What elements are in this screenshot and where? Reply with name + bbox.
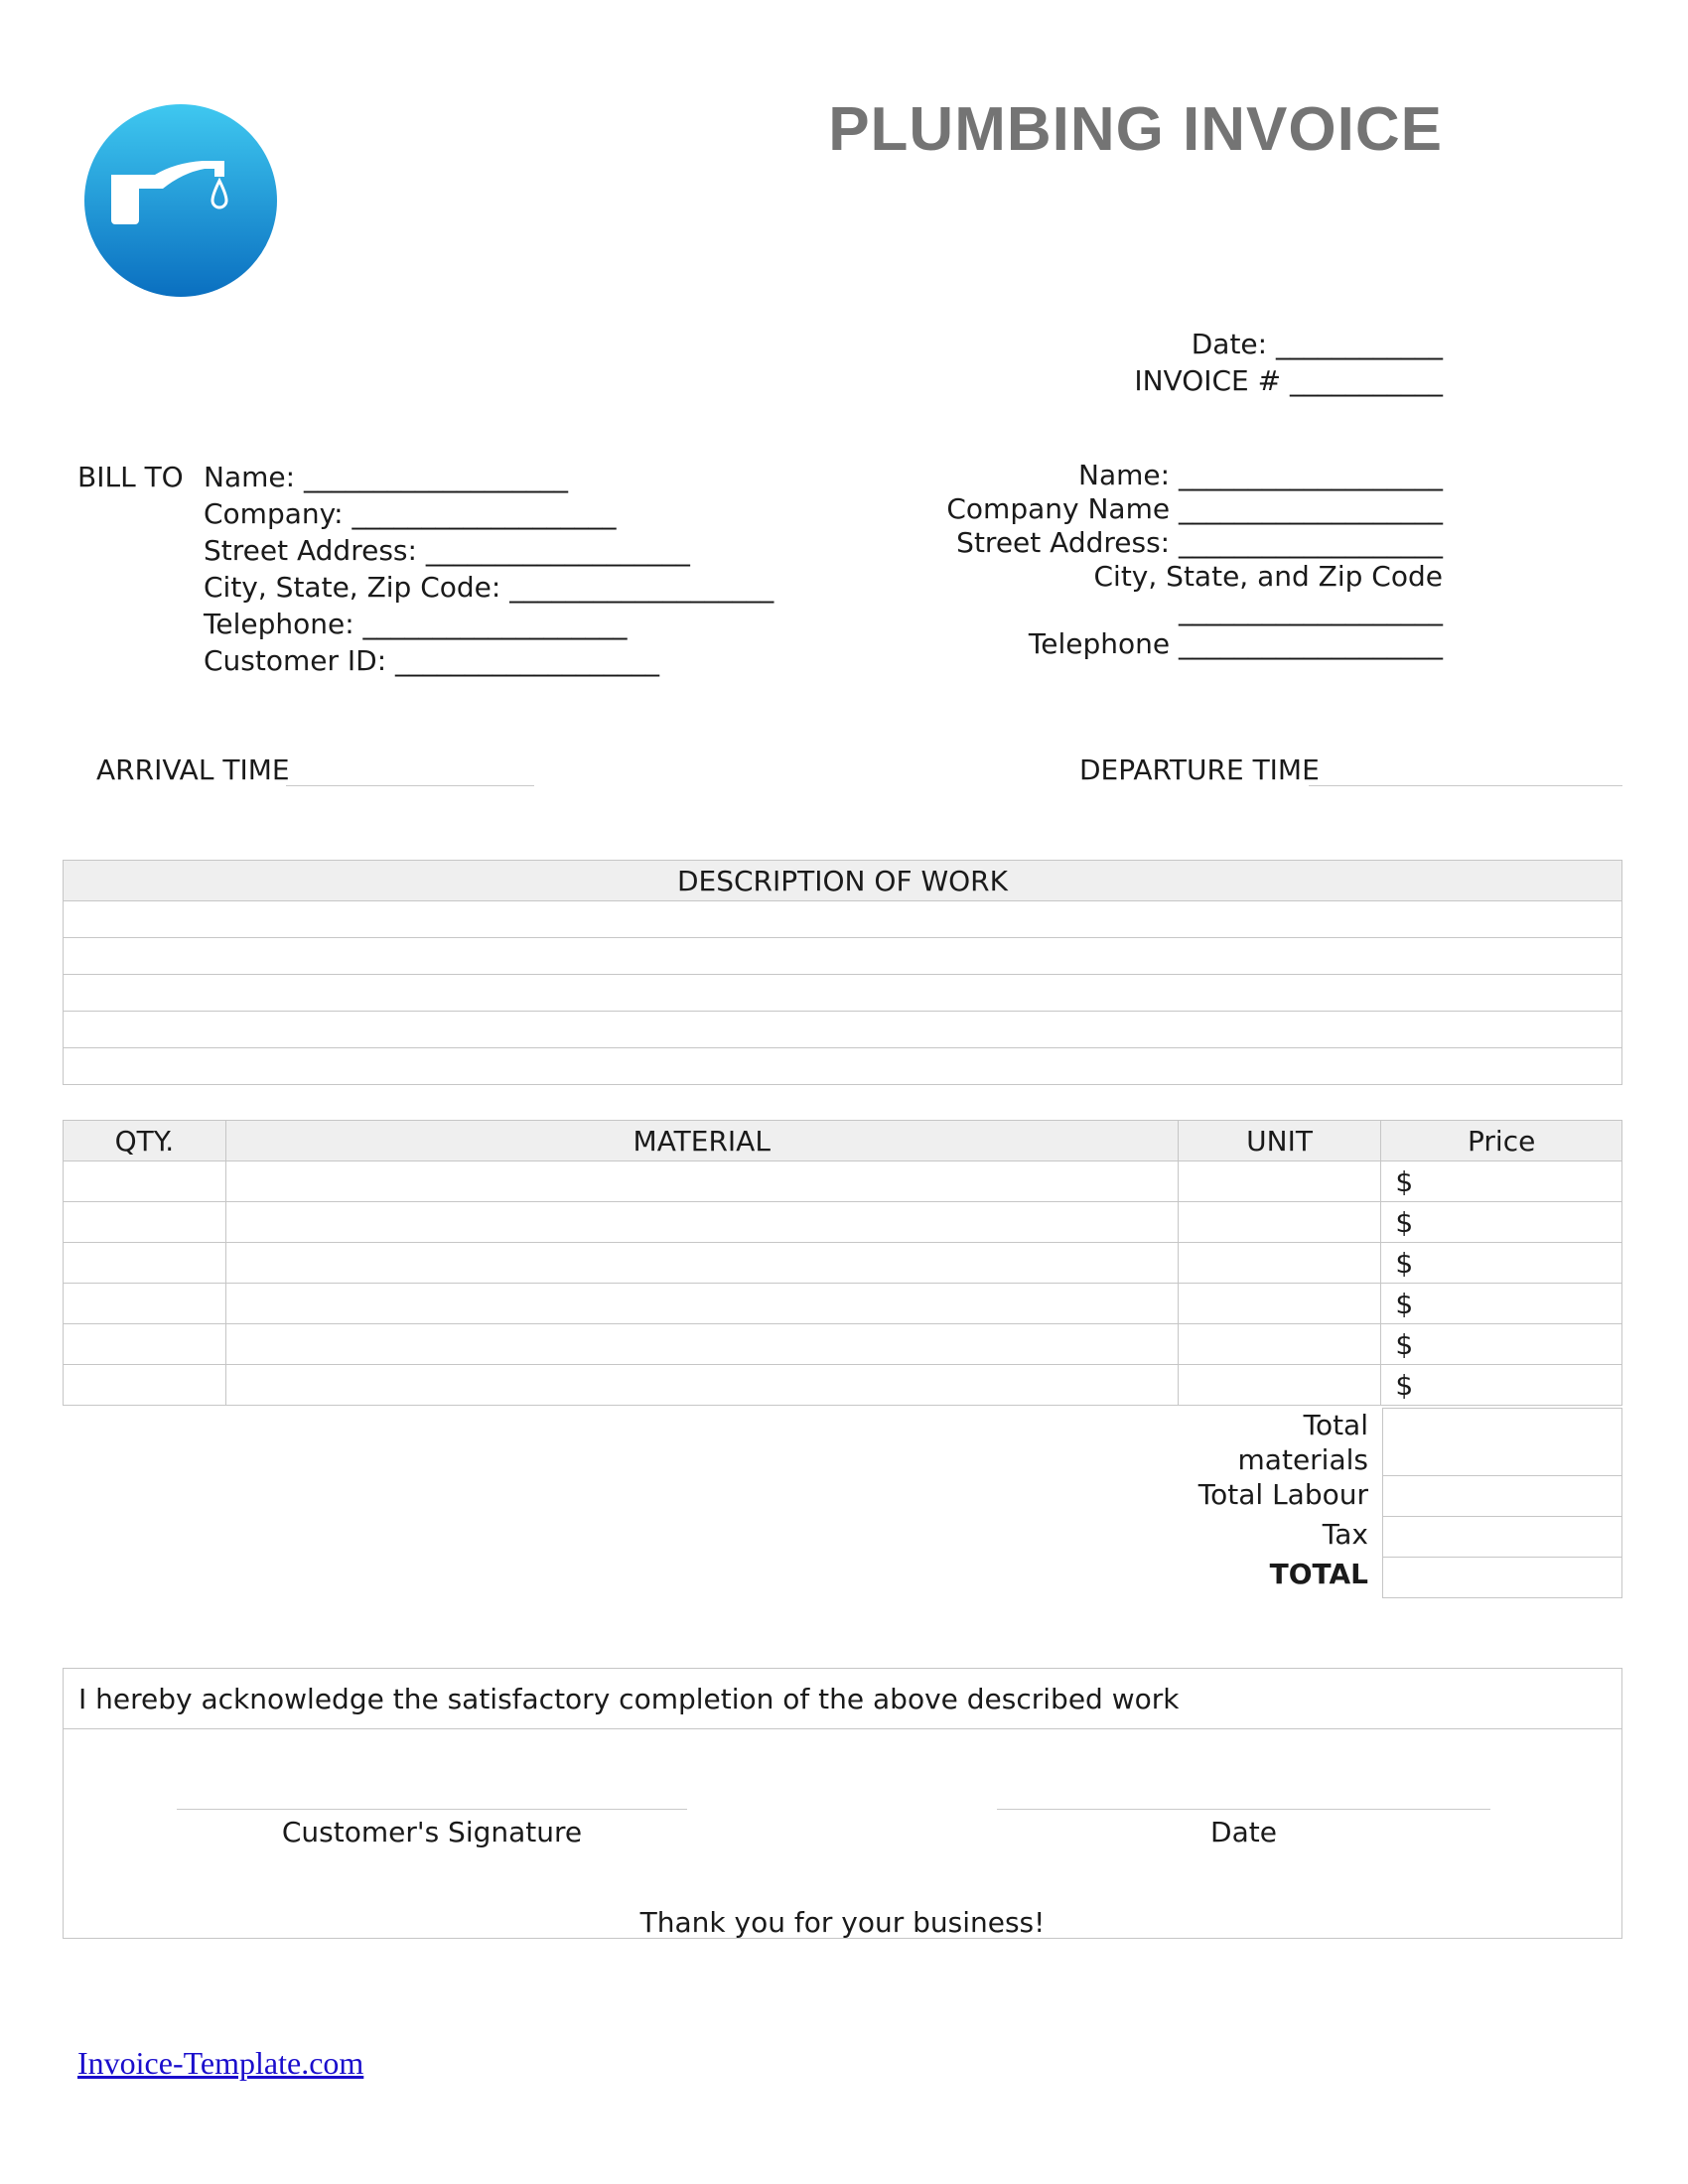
table-row (64, 1243, 1622, 1284)
bill-to-city-field[interactable]: City, State, Zip Code: ___________________ (204, 571, 774, 604)
qty-cell[interactable] (64, 1202, 226, 1243)
date-field[interactable]: Date: ____________ (1191, 328, 1443, 360)
table-row (64, 1202, 1622, 1243)
arrival-time-field[interactable] (286, 785, 534, 786)
bill-to-company-field[interactable]: Company: ___________________ (204, 497, 617, 530)
company-street-field[interactable]: Street Address: ___________________ (956, 526, 1443, 559)
description-row[interactable] (64, 938, 1622, 975)
company-name-field[interactable]: Company Name ___________________ (946, 492, 1443, 525)
bill-to-name-field[interactable]: Name: ___________________ (204, 461, 568, 493)
qty-cell[interactable] (64, 1324, 226, 1365)
signature-date-line[interactable] (997, 1809, 1490, 1810)
tax-value[interactable] (1383, 1517, 1622, 1558)
price-cell[interactable]: $ (1381, 1284, 1622, 1324)
total-label: TOTAL (1269, 1558, 1368, 1590)
material-cell[interactable] (225, 1365, 1178, 1406)
bill-to-street-field[interactable]: Street Address: ___________________ (204, 534, 690, 567)
bill-to-customer-id-field[interactable]: Customer ID: ___________________ (204, 644, 660, 677)
description-of-work-table (63, 860, 1622, 1085)
totals-labels (1198, 1408, 1368, 1591)
bill-to-telephone-field[interactable]: Telephone: ___________________ (204, 608, 628, 640)
bill-to-fields (204, 459, 774, 679)
price-cell[interactable]: $ (1381, 1243, 1622, 1284)
departure-time-field[interactable] (1309, 785, 1622, 786)
total-materials-label-2: materials (1237, 1443, 1368, 1476)
price-cell[interactable]: $ (1381, 1365, 1622, 1406)
description-row[interactable] (64, 1048, 1622, 1085)
unit-cell[interactable] (1178, 1324, 1381, 1365)
unit-cell[interactable] (1178, 1243, 1381, 1284)
material-cell[interactable] (225, 1202, 1178, 1243)
company-city-label: City, State, and Zip Code (1093, 560, 1443, 593)
total-materials-label-1: Total (1303, 1409, 1368, 1441)
invoice-meta (1134, 326, 1443, 399)
company-telephone-field[interactable]: Telephone ___________________ (1028, 627, 1443, 660)
customer-signature-line[interactable] (177, 1809, 687, 1810)
description-row[interactable] (64, 1012, 1622, 1048)
total-value[interactable] (1383, 1558, 1622, 1598)
signature-date-label: Date (1210, 1816, 1277, 1848)
invoice-title: PLUMBING INVOICE (828, 95, 1443, 164)
price-cell[interactable]: $ (1381, 1202, 1622, 1243)
table-row (64, 1161, 1622, 1202)
unit-cell[interactable] (1178, 1365, 1381, 1406)
unit-header: UNIT (1178, 1121, 1381, 1161)
price-cell[interactable]: $ (1381, 1324, 1622, 1365)
description-header: DESCRIPTION OF WORK (64, 861, 1622, 901)
table-row (64, 1284, 1622, 1324)
tax-label: Tax (1322, 1518, 1368, 1551)
unit-cell[interactable] (1178, 1202, 1381, 1243)
totals-values-table (1382, 1408, 1622, 1598)
acknowledgement-box (63, 1668, 1622, 1939)
company-city-field[interactable]: ___________________ (1179, 594, 1443, 626)
customer-signature-label: Customer's Signature (281, 1816, 583, 1848)
material-cell[interactable] (225, 1161, 1178, 1202)
price-cell[interactable]: $ (1381, 1161, 1622, 1202)
table-row (64, 1324, 1622, 1365)
price-header: Price (1381, 1121, 1622, 1161)
description-row[interactable] (64, 975, 1622, 1012)
table-row (64, 1365, 1622, 1406)
company-contact-name-field[interactable]: Name: ___________________ (1078, 459, 1443, 491)
total-labour-label: Total Labour (1197, 1478, 1368, 1511)
material-header: MATERIAL (225, 1121, 1178, 1161)
footer-link[interactable]: Invoice-Template.com (77, 2045, 364, 2081)
unit-cell[interactable] (1178, 1161, 1381, 1202)
total-labour-value[interactable] (1383, 1476, 1622, 1517)
material-cell[interactable] (225, 1284, 1178, 1324)
arrival-time-label: ARRIVAL TIME (96, 753, 290, 786)
qty-cell[interactable] (64, 1243, 226, 1284)
faucet-icon (83, 103, 278, 298)
bill-to-label: BILL TO (77, 461, 184, 493)
invoice-number-field[interactable]: INVOICE # ___________ (1134, 364, 1443, 397)
company-fields (946, 459, 1443, 661)
total-materials-value[interactable] (1383, 1409, 1622, 1476)
description-row[interactable] (64, 901, 1622, 938)
thank-you-text: Thank you for your business! (639, 1906, 1046, 1939)
acknowledgement-statement: I hereby acknowledge the satisfactory completion of the above described work (64, 1669, 1621, 1729)
materials-table (63, 1120, 1622, 1406)
unit-cell[interactable] (1178, 1284, 1381, 1324)
qty-header: QTY. (64, 1121, 226, 1161)
material-cell[interactable] (225, 1324, 1178, 1365)
qty-cell[interactable] (64, 1284, 226, 1324)
qty-cell[interactable] (64, 1161, 226, 1202)
material-cell[interactable] (225, 1243, 1178, 1284)
qty-cell[interactable] (64, 1365, 226, 1406)
departure-time-label: DEPARTURE TIME (1079, 753, 1320, 786)
